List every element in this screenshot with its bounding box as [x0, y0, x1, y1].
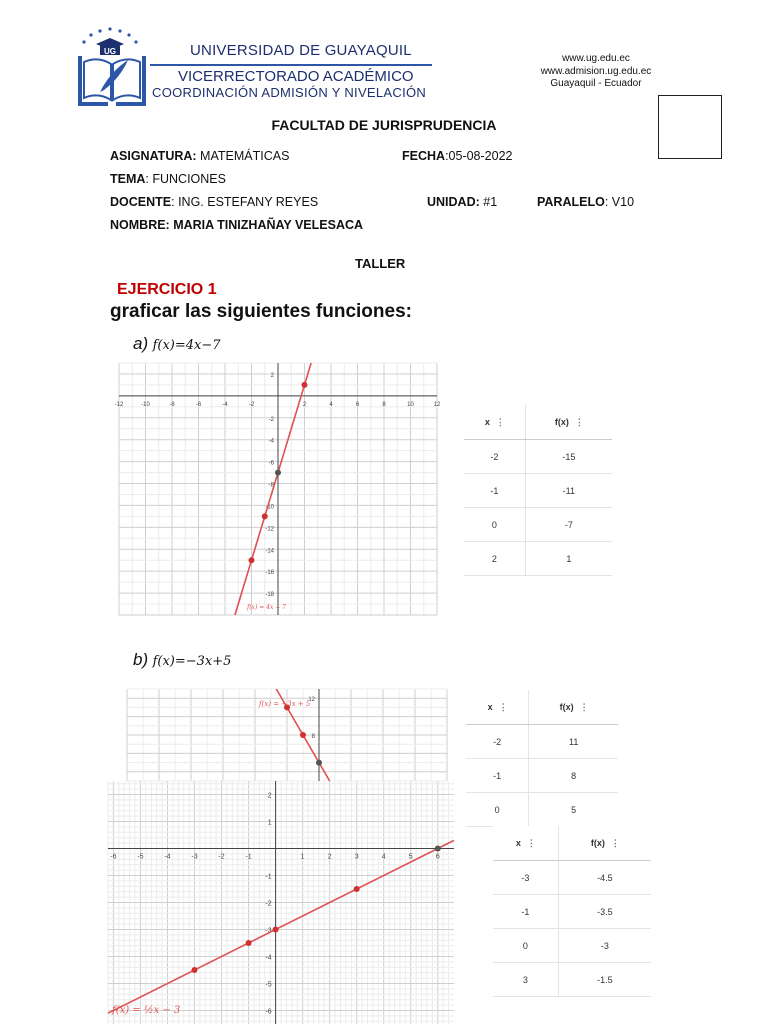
- unidad-field: UNIDAD: #1: [427, 195, 498, 209]
- coordinacion-label: COORDINACIÓN ADMISIÓN Y NIVELACIÓN: [152, 85, 427, 100]
- chart-b: [127, 689, 447, 781]
- y-tick-label: -1: [265, 873, 272, 881]
- y-tick-label: 1: [267, 819, 272, 827]
- value-table-b: [466, 690, 618, 827]
- table-row: -1 8: [466, 759, 618, 793]
- table-row: -2 -15: [464, 440, 612, 474]
- y-tick-label: -12: [265, 526, 274, 533]
- x-tick-label: -6: [110, 853, 117, 861]
- header-divider: [150, 64, 432, 66]
- data-point: [354, 886, 360, 892]
- chart-a: [114, 363, 441, 615]
- y-tick-label: -4: [265, 954, 272, 962]
- x-tick-label: 2: [327, 853, 332, 861]
- table-header-x[interactable]: x ⋮: [466, 690, 529, 725]
- nombre-field: NOMBRE: MARIA TINIZHAÑAY VELESACA: [110, 218, 364, 232]
- data-point: [249, 557, 255, 563]
- table-row: -1 -3.5: [493, 895, 651, 929]
- x-tick-label: -3: [191, 853, 198, 861]
- paralelo-field: PARALELO: V10: [537, 195, 635, 209]
- y-tick-label: -2: [268, 416, 274, 423]
- y-tick-label: -18: [265, 592, 274, 599]
- x-tick-label: 6: [435, 853, 440, 861]
- table-header-fx[interactable]: f(x) ⋮: [558, 826, 651, 861]
- x-tick-label: -2: [218, 853, 225, 861]
- docente-field: DOCENTE: ING. ESTEFANY REYES: [110, 195, 319, 209]
- fecha-field: FECHA:05-08-2022: [402, 149, 513, 163]
- x-tick-label: -4: [164, 853, 171, 861]
- x-tick-label: 2: [302, 401, 307, 408]
- x-tick-label: -8: [169, 401, 175, 408]
- website-link[interactable]: www.ug.edu.ec: [562, 53, 630, 64]
- y-tick-label: -2: [265, 900, 272, 908]
- y-tick-label: -10: [265, 504, 274, 511]
- university-name: UNIVERSIDAD DE GUAYAQUIL: [190, 42, 412, 59]
- contact-block: [506, 53, 686, 91]
- table-row: 2 1: [464, 542, 612, 576]
- table-header-fx[interactable]: f(x) ⋮: [529, 690, 618, 725]
- x-tick-label: 12: [433, 401, 441, 408]
- y-tick-label: -6: [268, 460, 274, 467]
- function-label: f(x) = 4x − 7: [247, 604, 286, 611]
- y-tick-label: 2: [267, 792, 272, 800]
- x-tick-label: 5: [408, 853, 413, 861]
- data-point: [300, 732, 306, 738]
- y-tick-label: -4: [268, 438, 274, 445]
- x-tick-label: 8: [382, 401, 386, 408]
- data-point: [275, 470, 281, 476]
- x-tick-label: -12: [114, 401, 124, 408]
- location-text: Guayaquil - Ecuador: [550, 78, 642, 89]
- y-tick-label: 12: [308, 697, 315, 704]
- y-tick-label: -8: [268, 482, 274, 489]
- x-tick-label: -2: [248, 401, 255, 408]
- function-label: f(x) = ½x − 3: [112, 1005, 181, 1016]
- x-tick-label: 1: [300, 853, 305, 861]
- x-tick-label: 4: [329, 401, 333, 408]
- exercise-a-label: a) f(x)=4x−7: [133, 334, 221, 353]
- value-table-a: [464, 405, 612, 576]
- data-point: [435, 846, 441, 852]
- y-tick-label: 8: [311, 734, 315, 740]
- table-row: -2 11: [466, 725, 618, 759]
- university-logo: [74, 26, 150, 110]
- x-tick-label: 6: [355, 401, 360, 408]
- value-table-c: [493, 826, 651, 997]
- x-tick-label: -6: [195, 401, 202, 408]
- x-tick-label: -1: [245, 853, 252, 861]
- table-header-fx[interactable]: f(x) ⋮: [525, 405, 612, 440]
- data-point: [246, 940, 252, 946]
- y-tick-label: -6: [265, 1008, 272, 1016]
- chart-c: [108, 781, 454, 1024]
- logo-text: UG: [104, 47, 116, 56]
- y-tick-label: -16: [265, 570, 274, 577]
- data-point: [273, 927, 279, 933]
- x-tick-label: 3: [354, 853, 359, 861]
- y-tick-label: -3: [265, 927, 272, 935]
- y-tick-label: -5: [265, 981, 272, 989]
- asignatura-field: ASIGNATURA: MATEMÁTICAS: [110, 149, 290, 163]
- x-tick-label: -10: [141, 401, 150, 408]
- x-tick-label: 10: [407, 401, 414, 408]
- data-point: [316, 760, 322, 766]
- x-tick-label: -5: [137, 853, 144, 861]
- admission-link[interactable]: www.admision.ug.edu.ec: [540, 65, 652, 77]
- instruction-text: graficar las siguientes funciones:: [110, 301, 412, 322]
- data-point: [302, 382, 308, 388]
- vicerrectorado-label: VICERRECTORADO ACADÉMICO: [178, 68, 414, 85]
- table-header-x[interactable]: x ⋮: [464, 405, 525, 440]
- taller-heading: TALLER: [355, 256, 406, 271]
- function-label: f(x) = −3x + 5: [259, 700, 311, 708]
- table-row: -1 -11: [464, 474, 612, 508]
- y-tick-label: -14: [265, 548, 274, 555]
- table-row: -3 -4.5: [493, 861, 651, 895]
- exercise-b-label: b) f(x)=−3x+5: [133, 650, 232, 669]
- table-row: 0 5: [466, 793, 618, 827]
- tema-field: TEMA: FUNCIONES: [110, 172, 226, 186]
- table-row: 3 -1.5: [493, 963, 651, 997]
- table-row: 0 -7: [464, 508, 612, 542]
- table-header-x[interactable]: x ⋮: [493, 826, 558, 861]
- x-tick-label: -4: [222, 401, 228, 408]
- y-tick-label: 2: [270, 372, 274, 379]
- faculty-title: FACULTAD DE JURISPRUDENCIA: [271, 117, 497, 133]
- exercise-heading: EJERCICIO 1: [117, 281, 217, 298]
- function-line: [235, 363, 311, 615]
- data-point: [262, 513, 268, 519]
- data-point: [192, 967, 198, 973]
- x-tick-label: 4: [381, 853, 386, 861]
- table-row: 0 -3: [493, 929, 651, 963]
